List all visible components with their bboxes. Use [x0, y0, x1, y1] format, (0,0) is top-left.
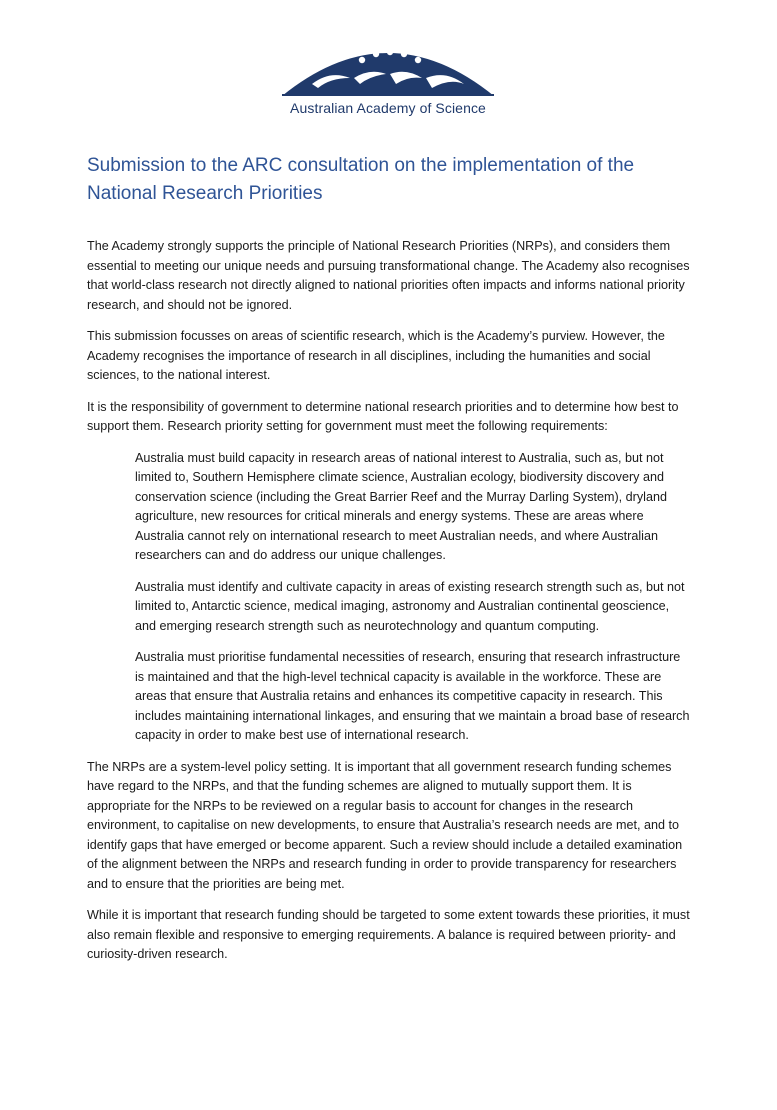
requirement-fundamentals: Australia must prioritise fundamental necessities of research, ensuring that research infrastructure is maintained and that the high-level technical capacity is available in the workforce. These are areas that ensure that Australia retains and enhances its competitive capacity in research. This includes maintaining international linkages, and ensuring that we maintain a broad base of research capacity in order to make best use of international research. [135, 650, 690, 742]
logo-text: Australian Academy of Science [290, 100, 486, 116]
academy-dome-icon [270, 38, 506, 100]
paragraph-balance: While it is important that research funding should be targeted to some extent towards these priorities, it must also remain flexible and responsive to emerging requirements. A balance is required between priority- and curiosity-driven research. [87, 908, 690, 961]
paragraph-intro: The Academy strongly supports the principle of National Research Priorities (NRPs), and considers them essential to meeting our unique needs and pursuing transformational change. The Academy also recognises that world-class research not directly aligned to national priorities often impacts and informs national priority research, and should not be ignored. [87, 239, 690, 312]
requirement-national-interest: Australia must build capacity in research areas of national interest to Australia, such as, but not limited to, Southern Hemisphere climate science, Australian ecology, biodiversity discovery and conservation science (including the Great Barrier Reef and the Murray Darling System), dryland agriculture, new resources for critical minerals and energy systems. These are areas where Australia cannot rely on international research to meet Australian needs, and where Australian researchers can and do address our unique challenges. [135, 450, 667, 562]
academy-logo [270, 38, 506, 128]
document-title: Submission to the ARC consultation on the implementation of the National Research Priorities [87, 155, 635, 204]
paragraph-scope: This submission focusses on areas of scientific research, which is the Academy’s purview. However, the Academy recognises the importance of research in all disciplines, including the humanities and social sciences, to the national interest. [87, 329, 665, 382]
requirement-research-strength: Australia must identify and cultivate capacity in areas of existing research strength such as, but not limited to, Antarctic science, medical imaging, astronomy and Australian continental geoscience, and emerging research strength such as neurotechnology and quantum computing. [135, 579, 685, 633]
document-body [87, 237, 692, 977]
paragraph-requirements: It is the responsibility of government to determine national research priorities and to determine how best to support them. Research priority setting for government must meet the following requirements: [87, 399, 679, 433]
paragraph-system-level: The NRPs are a system-level policy setting. It is important that all government research funding schemes have regard to the NRPs, and that the funding schemes are aligned to mutually support them. It is appropriate for the NRPs to be reviewed on a regular basis to account for changes in the research environment, to capitalise on new developments, to ensure that Australia’s research needs are met, and to identify gaps that have emerged or become apparent. Such a review should include a detailed examination of the alignment between the NRPs and research funding in order to provide transparency for researchers and to ensure that the priorities are being met. [87, 759, 683, 891]
